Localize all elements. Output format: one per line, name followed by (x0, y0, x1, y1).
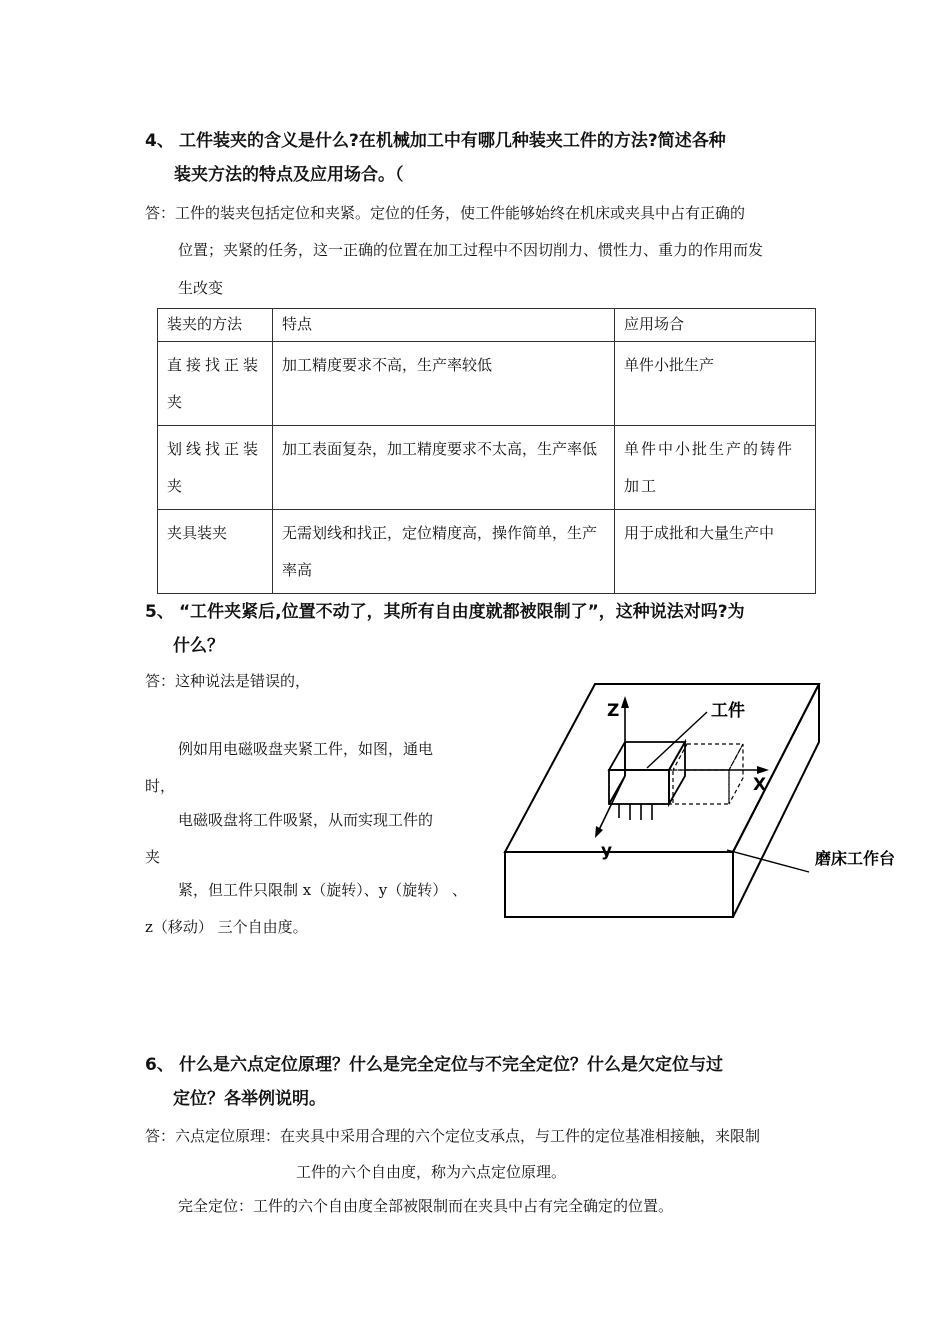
table-header-row (158, 309, 816, 342)
answer-6-line3: 完全定位：工件的六个自由度全部被限制而在夹具中占有完全确定的位置。 (178, 1197, 674, 1215)
question-6-text: 什么是六点定位原理？什么是完全定位与不完全定位？什么是欠定位与过 (179, 1055, 723, 1075)
workpiece-top (609, 742, 685, 770)
question-5-line2: 什么？ (173, 636, 224, 656)
question-4-text: 工件装夹的含义是什么?在机械加工中有哪几种装夹工件的方法?简述各种 (179, 131, 726, 151)
question-6-number: 6、 (145, 1055, 174, 1075)
question-6-line1 (145, 1048, 723, 1082)
axis-x-label: X (753, 775, 767, 795)
table-cell: 直接找正装夹 (158, 342, 273, 426)
worktable-top-face (505, 684, 819, 852)
table-cell: 加工表面复杂，加工精度要求不太高，生产率低 (273, 426, 615, 510)
question-4-number: 4、 (145, 131, 174, 151)
answer-5-line6: 紧，但工件只限制 x（旋转）、y（旋转） 、 (178, 881, 467, 899)
table-row (158, 342, 816, 426)
answer-5-line2: 例如用电磁吸盘夹紧工件，如图，通电 (178, 740, 434, 758)
table-cell: 单件中小批生产的铸件加工 (615, 426, 816, 510)
displaced-workpiece-outline (647, 744, 743, 804)
table-cell: 夹具装夹 (158, 510, 273, 594)
y-axis-line (597, 776, 625, 834)
question-5 (145, 595, 745, 663)
question-4-line2: 装夹方法的特点及应用场合。（ (174, 165, 404, 185)
answer-5-line3: 时， (145, 777, 176, 795)
magnetic-chuck-figure (497, 672, 917, 922)
table-cell: 加工精度要求不高，生产率较低 (273, 342, 615, 426)
table-cell: 划线找正装夹 (158, 426, 273, 510)
table-cell: 用于成批和大量生产中 (615, 510, 816, 594)
answer-5-line1: 答：这种说法是错误的， (145, 672, 311, 690)
question-6 (145, 1048, 723, 1116)
table-row (158, 510, 816, 594)
support-legs (619, 804, 652, 820)
answer-4-line2: 位置；夹紧的任务，这一正确的位置在加工过程中不因切削力、惯性力、重力的作用而发 (178, 241, 764, 259)
question-4-line1 (145, 124, 726, 158)
table-header-method: 装夹的方法 (158, 309, 273, 342)
worktable-front-face (505, 852, 733, 917)
question-6-line2: 定位？各举例说明。 (173, 1089, 326, 1109)
axis-z-label: Z (607, 701, 620, 721)
table-row (158, 426, 816, 510)
worktable-side-face (733, 684, 819, 917)
answer-6-line2: 工件的六个自由度，称为六点定位原理。 (296, 1163, 567, 1181)
answer-4-line3: 生改变 (178, 279, 224, 297)
question-4 (145, 124, 726, 192)
question-5-number: 5、 (145, 602, 174, 622)
clamping-methods-table (157, 308, 816, 594)
answer-5-line4: 电磁吸盘将工件吸紧，从而实现工件的 (178, 811, 434, 829)
table-cell: 单件小批生产 (615, 342, 816, 426)
table-header-application: 应用场合 (615, 309, 816, 342)
table-header-feature: 特点 (273, 309, 615, 342)
axis-y-label: y (601, 841, 613, 861)
answer-5-line5: 夹 (145, 848, 161, 866)
answer-4-line1: 答：工件的装夹包括定位和夹紧。定位的任务，使工件能够始终在机床或夹具中占有正确的 (145, 204, 746, 222)
answer-6-line1: 答：六点定位原理：在夹具中采用合理的六个定位支承点，与工件的定位基准相接触，来限制 (145, 1127, 761, 1145)
workpiece-label: 工件 (711, 701, 745, 721)
table-label: 磨床工作台 (815, 849, 896, 868)
question-5-text: “工件夹紧后,位置不动了，其所有自由度就都被限制了”，这种说法对吗?为 (179, 602, 745, 622)
answer-5-line7: z（移动） 三个自由度。 (145, 918, 308, 936)
question-5-line1 (145, 595, 745, 629)
table-leader (727, 850, 809, 872)
table-cell: 无需划线和找正，定位精度高，操作简单，生产率高 (273, 510, 615, 594)
workpiece-leader (647, 712, 707, 768)
